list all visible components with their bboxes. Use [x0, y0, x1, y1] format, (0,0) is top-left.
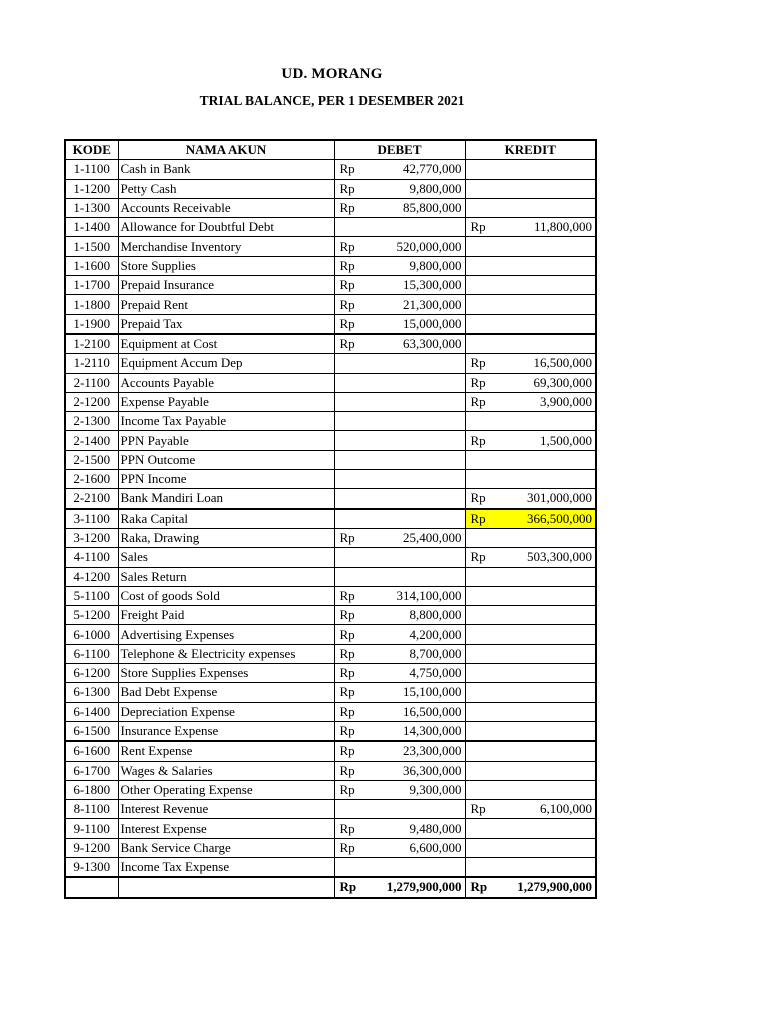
table-row	[65, 857, 596, 877]
total-debet-value: 1,279,900,000	[386, 879, 462, 895]
kredit-cell	[465, 683, 596, 702]
account-name: Prepaid Tax	[118, 314, 334, 334]
table-row	[65, 256, 596, 275]
table-row	[65, 218, 596, 237]
account-code: 8-1100	[65, 800, 118, 819]
account-name: PPN Outcome	[118, 450, 334, 469]
currency-label: Rp	[339, 645, 355, 661]
total-debet-cell	[334, 877, 465, 897]
kredit-cell	[465, 780, 596, 799]
currency-label: Rp	[470, 879, 488, 895]
table-body	[65, 160, 596, 877]
company-name: UD. MORANG	[281, 66, 383, 82]
kredit-amount: 503,300,000	[527, 549, 592, 565]
table-row	[65, 179, 596, 198]
currency-label: Rp	[339, 684, 355, 700]
account-name: Insurance Expense	[118, 721, 334, 741]
account-name: Freight Paid	[118, 606, 334, 625]
column-header-nama-akun: NAMA AKUN	[118, 140, 334, 160]
kredit-amount: 11,800,000	[533, 219, 592, 235]
debet-amount: 15,100,000	[403, 684, 462, 700]
kredit-cell	[465, 412, 596, 431]
debet-amount: 15,300,000	[403, 277, 462, 293]
account-code: 1-1400	[65, 218, 118, 237]
currency-label: Rp	[470, 549, 486, 565]
account-name: Accounts Receivable	[118, 198, 334, 217]
currency-label: Rp	[470, 394, 486, 409]
kredit-cell	[465, 702, 596, 721]
table-row	[65, 644, 596, 663]
debet-amount: 21,300,000	[403, 296, 462, 312]
currency-label: Rp	[339, 762, 355, 778]
kredit-cell	[465, 295, 596, 314]
account-code: 2-1600	[65, 470, 118, 489]
account-name: Accounts Payable	[118, 373, 334, 392]
account-name: Rent Expense	[118, 741, 334, 761]
debet-cell	[334, 721, 465, 741]
account-code: 9-1300	[65, 857, 118, 877]
table-row	[65, 721, 596, 741]
table-row	[65, 761, 596, 780]
debet-cell	[334, 256, 465, 275]
kredit-cell	[465, 218, 596, 237]
account-name: Bank Mandiri Loan	[118, 489, 334, 509]
currency-label: Rp	[470, 490, 486, 506]
kredit-cell	[465, 644, 596, 663]
account-name: Allowance for Doubtful Debt	[118, 218, 334, 237]
debet-cell	[334, 412, 465, 431]
debet-amount: 314,100,000	[396, 587, 462, 603]
currency-label: Rp	[339, 781, 355, 797]
debet-cell	[334, 644, 465, 663]
debet-cell	[334, 314, 465, 334]
account-name: Equipment Accum Dep	[118, 354, 334, 373]
kredit-cell	[465, 548, 596, 567]
table-row	[65, 295, 596, 314]
debet-amount: 85,800,000	[403, 200, 462, 216]
debet-cell	[334, 606, 465, 625]
account-name: Expense Payable	[118, 392, 334, 411]
table-row	[65, 567, 596, 586]
table-row	[65, 198, 596, 217]
account-code: 6-1500	[65, 721, 118, 741]
account-code: 6-1300	[65, 683, 118, 702]
debet-cell	[334, 509, 465, 529]
currency-label: Rp	[339, 336, 355, 352]
total-kode-cell	[65, 877, 118, 897]
account-name: Income Tax Payable	[118, 412, 334, 431]
kredit-cell	[465, 314, 596, 334]
currency-label: Rp	[339, 879, 357, 895]
kredit-cell	[465, 509, 596, 529]
account-code: 6-1400	[65, 702, 118, 721]
account-code: 5-1100	[65, 586, 118, 605]
kredit-cell	[465, 431, 596, 450]
kredit-amount: 1,500,000	[540, 432, 592, 448]
account-code: 2-1100	[65, 373, 118, 392]
table-row	[65, 450, 596, 469]
account-code: 6-1200	[65, 664, 118, 683]
account-name: Wages & Salaries	[118, 761, 334, 780]
account-name: Store Supplies	[118, 256, 334, 275]
currency-label: Rp	[339, 587, 355, 603]
account-code: 1-2100	[65, 334, 118, 354]
account-code: 5-1200	[65, 606, 118, 625]
debet-cell	[334, 586, 465, 605]
table-header-row	[65, 140, 596, 160]
debet-amount: 9,300,000	[409, 781, 462, 797]
currency-label: Rp	[339, 161, 355, 177]
debet-amount: 520,000,000	[396, 238, 462, 254]
kredit-cell	[465, 198, 596, 217]
account-code: 6-1700	[65, 761, 118, 780]
account-code: 2-2100	[65, 489, 118, 509]
debet-cell	[334, 354, 465, 373]
account-code: 4-1100	[65, 548, 118, 567]
debet-amount: 23,300,000	[403, 743, 462, 759]
account-name: Merchandise Inventory	[118, 237, 334, 256]
account-name: Petty Cash	[118, 179, 334, 198]
column-header-kode: KODE	[65, 140, 118, 160]
account-name: Advertising Expenses	[118, 625, 334, 644]
table-row	[65, 373, 596, 392]
kredit-amount: 69,300,000	[533, 374, 592, 390]
currency-label: Rp	[339, 703, 355, 719]
kredit-cell	[465, 179, 596, 198]
kredit-cell	[465, 354, 596, 373]
currency-label: Rp	[470, 374, 486, 390]
account-name: Depreciation Expense	[118, 702, 334, 721]
debet-cell	[334, 276, 465, 295]
debet-cell	[334, 450, 465, 469]
kredit-cell	[465, 489, 596, 509]
total-label-cell	[118, 877, 334, 897]
account-code: 1-1900	[65, 314, 118, 334]
kredit-amount: 6,100,000	[540, 801, 592, 817]
account-name: Cash in Bank	[118, 160, 334, 179]
table-row	[65, 702, 596, 721]
table-row	[65, 606, 596, 625]
currency-label: Rp	[470, 219, 486, 235]
debet-cell	[334, 625, 465, 644]
table-row	[65, 625, 596, 644]
trial-balance-table	[64, 139, 597, 899]
account-code: 2-1300	[65, 412, 118, 431]
currency-label: Rp	[339, 180, 355, 196]
currency-label: Rp	[339, 607, 355, 623]
currency-label: Rp	[339, 238, 355, 254]
kredit-cell	[465, 800, 596, 819]
table-row	[65, 489, 596, 509]
kredit-cell	[465, 334, 596, 354]
table-row	[65, 664, 596, 683]
account-name: Bad Debt Expense	[118, 683, 334, 702]
kredit-cell	[465, 450, 596, 469]
currency-label: Rp	[339, 665, 355, 681]
kredit-cell	[465, 741, 596, 761]
account-name: Prepaid Insurance	[118, 276, 334, 295]
debet-cell	[334, 548, 465, 567]
table-row	[65, 237, 596, 256]
account-code: 6-1100	[65, 644, 118, 663]
currency-label: Rp	[339, 820, 355, 836]
kredit-amount: 366,500,000	[527, 510, 592, 526]
debet-amount: 63,300,000	[403, 336, 462, 352]
debet-cell	[334, 528, 465, 547]
kredit-cell	[465, 761, 596, 780]
debet-cell	[334, 373, 465, 392]
account-code: 2-1500	[65, 450, 118, 469]
column-header-kredit: KREDIT	[465, 140, 596, 160]
kredit-cell	[465, 625, 596, 644]
debet-cell	[334, 664, 465, 683]
account-name: Income Tax Expense	[118, 857, 334, 877]
debet-amount: 4,750,000	[409, 665, 462, 681]
debet-cell	[334, 431, 465, 450]
debet-cell	[334, 761, 465, 780]
currency-label: Rp	[339, 743, 355, 759]
account-name: Equipment at Cost	[118, 334, 334, 354]
debet-cell	[334, 392, 465, 411]
debet-cell	[334, 489, 465, 509]
debet-cell	[334, 160, 465, 179]
account-name: Prepaid Rent	[118, 295, 334, 314]
kredit-cell	[465, 838, 596, 857]
debet-cell	[334, 838, 465, 857]
kredit-cell	[465, 470, 596, 489]
report-title: TRIAL BALANCE, PER 1 DESEMBER 2021	[199, 93, 465, 108]
debet-cell	[334, 237, 465, 256]
debet-amount: 16,500,000	[403, 703, 462, 719]
total-kredit-cell	[465, 877, 596, 897]
currency-label: Rp	[339, 530, 355, 546]
account-code: 3-1100	[65, 509, 118, 529]
currency-label: Rp	[339, 315, 355, 331]
debet-cell	[334, 218, 465, 237]
kredit-amount: 301,000,000	[527, 490, 592, 506]
table-row	[65, 314, 596, 334]
debet-amount: 25,400,000	[403, 530, 462, 546]
table-row	[65, 800, 596, 819]
total-kredit-value: 1,279,900,000	[517, 879, 592, 895]
table-row	[65, 548, 596, 567]
kredit-cell	[465, 606, 596, 625]
debet-cell	[334, 470, 465, 489]
column-header-debet: DEBET	[334, 140, 465, 160]
currency-label: Rp	[339, 723, 355, 739]
currency-label: Rp	[470, 432, 486, 448]
debet-cell	[334, 780, 465, 799]
debet-cell	[334, 800, 465, 819]
account-name: Sales Return	[118, 567, 334, 586]
table-row	[65, 683, 596, 702]
account-code: 1-1600	[65, 256, 118, 275]
currency-label: Rp	[339, 296, 355, 312]
currency-label: Rp	[470, 355, 486, 371]
total-row	[65, 877, 596, 897]
account-code: 1-2110	[65, 354, 118, 373]
account-code: 9-1200	[65, 838, 118, 857]
account-code: 1-1800	[65, 295, 118, 314]
table-row	[65, 160, 596, 179]
table-row	[65, 528, 596, 547]
debet-amount: 9,800,000	[409, 257, 462, 273]
table-row	[65, 276, 596, 295]
kredit-cell	[465, 819, 596, 838]
table-row	[65, 741, 596, 761]
debet-cell	[334, 857, 465, 877]
currency-label: Rp	[339, 839, 355, 855]
kredit-cell	[465, 392, 596, 411]
debet-amount: 8,800,000	[409, 607, 462, 623]
account-code: 3-1200	[65, 528, 118, 547]
kredit-cell	[465, 586, 596, 605]
account-name: Other Operating Expense	[118, 780, 334, 799]
kredit-amount: 3,900,000	[540, 394, 592, 409]
debet-cell	[334, 741, 465, 761]
debet-amount: 9,480,000	[409, 820, 462, 836]
kredit-cell	[465, 664, 596, 683]
kredit-cell	[465, 237, 596, 256]
debet-cell	[334, 683, 465, 702]
kredit-cell	[465, 160, 596, 179]
currency-label: Rp	[470, 510, 486, 526]
account-code: 6-1600	[65, 741, 118, 761]
debet-amount: 36,300,000	[403, 762, 462, 778]
account-name: Raka Capital	[118, 509, 334, 529]
debet-cell	[334, 295, 465, 314]
debet-amount: 4,200,000	[409, 626, 462, 642]
debet-cell	[334, 198, 465, 217]
currency-label: Rp	[339, 257, 355, 273]
debet-cell	[334, 567, 465, 586]
account-name: PPN Income	[118, 470, 334, 489]
kredit-cell	[465, 276, 596, 295]
table-row	[65, 334, 596, 354]
kredit-amount: 16,500,000	[533, 355, 592, 371]
account-name: PPN Payable	[118, 431, 334, 450]
account-code: 9-1100	[65, 819, 118, 838]
account-code: 2-1400	[65, 431, 118, 450]
table-row	[65, 586, 596, 605]
debet-cell	[334, 179, 465, 198]
table-row	[65, 412, 596, 431]
debet-amount: 42,770,000	[403, 161, 462, 177]
account-name: Bank Service Charge	[118, 838, 334, 857]
debet-amount: 14,300,000	[403, 723, 462, 739]
table-row	[65, 509, 596, 529]
account-name: Interest Revenue	[118, 800, 334, 819]
kredit-cell	[465, 256, 596, 275]
account-code: 6-1800	[65, 780, 118, 799]
currency-label: Rp	[339, 200, 355, 216]
currency-label: Rp	[339, 277, 355, 293]
debet-cell	[334, 334, 465, 354]
debet-cell	[334, 702, 465, 721]
debet-amount: 15,000,000	[403, 315, 462, 331]
table-row	[65, 470, 596, 489]
kredit-cell	[465, 721, 596, 741]
account-code: 2-1200	[65, 392, 118, 411]
kredit-cell	[465, 567, 596, 586]
kredit-cell	[465, 528, 596, 547]
table-row	[65, 819, 596, 838]
account-name: Telephone & Electricity expenses	[118, 644, 334, 663]
account-code: 6-1000	[65, 625, 118, 644]
table-row	[65, 431, 596, 450]
debet-amount: 9,800,000	[409, 180, 462, 196]
account-name: Store Supplies Expenses	[118, 664, 334, 683]
account-code: 4-1200	[65, 567, 118, 586]
table-row	[65, 392, 596, 411]
account-code: 1-1200	[65, 179, 118, 198]
account-code: 1-1500	[65, 237, 118, 256]
debet-amount: 6,600,000	[409, 839, 462, 855]
currency-label: Rp	[339, 626, 355, 642]
table-row	[65, 354, 596, 373]
debet-amount: 8,700,000	[409, 645, 462, 661]
currency-label: Rp	[470, 801, 486, 817]
account-name: Raka, Drawing	[118, 528, 334, 547]
table-row	[65, 780, 596, 799]
kredit-cell	[465, 857, 596, 877]
account-name: Cost of goods Sold	[118, 586, 334, 605]
table-row	[65, 838, 596, 857]
account-code: 1-1100	[65, 160, 118, 179]
account-name: Sales	[118, 548, 334, 567]
account-code: 1-1300	[65, 198, 118, 217]
account-code: 1-1700	[65, 276, 118, 295]
account-name: Interest Expense	[118, 819, 334, 838]
debet-cell	[334, 819, 465, 838]
kredit-cell	[465, 373, 596, 392]
